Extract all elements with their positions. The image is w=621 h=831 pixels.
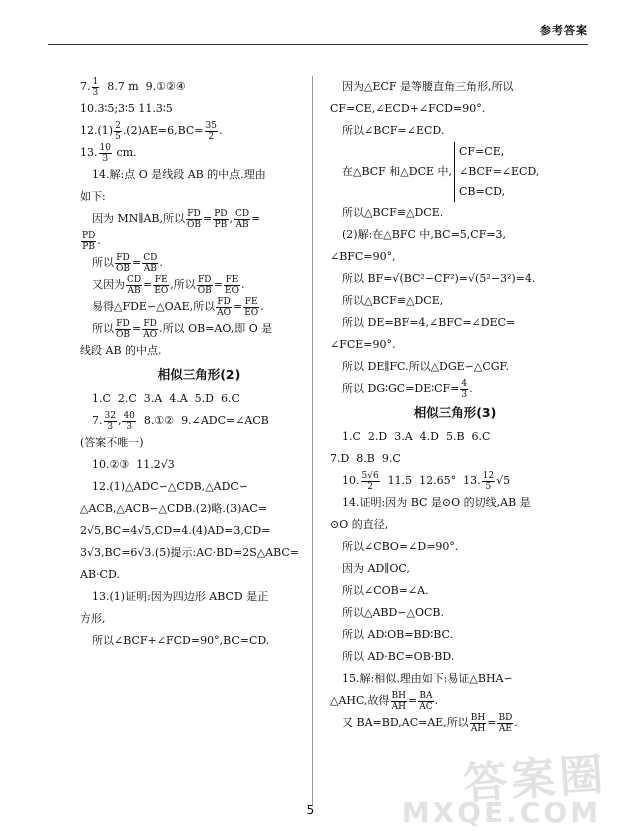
answer-line: 所以 DG∶GC=DE∶CF= $\frac{4}{3}$ . (342, 378, 473, 400)
answer-line: 7. $\frac{32}{3}$ , $\frac{40}{3}$ 8.①② 9.∠ADC=∠ACB (92, 410, 269, 432)
watermark-url: MXQE.COM (401, 796, 601, 829)
answer-line: 所以∠BCF+∠FCD=90°,BC=CD. (92, 634, 270, 647)
answer-line: 所以△BCF≌△DCE, (342, 294, 444, 307)
answer-line: 所以∠CBO=∠D=90°. (342, 540, 459, 553)
answer-line: 所以 DE∥FC.所以△DGE∽△CGF. (342, 360, 509, 373)
answer-line: 14.证明:因为 BC 是⊙O 的切线,AB 是 (342, 496, 531, 509)
answer-line: 如下: (80, 190, 106, 203)
answer-line: 所以∠BCF=∠ECD. (342, 124, 445, 137)
answer-line: $\frac{PD}{PB}$ . (82, 230, 101, 252)
answer-line: 15.解:相似.理由如下:易证△BHA∽ (342, 672, 513, 685)
answer-line: CF=CE,∠ECD+∠FCD=90°. (330, 102, 486, 115)
answer-line: ⊙O 的直径, (330, 518, 389, 531)
answer-line: 方形, (80, 612, 106, 625)
answer-line: 因为 AD∥OC, (342, 562, 410, 575)
answer-line: 易得△FDE∽△OAE,所以 $\frac{FD}{AO}$ = $\frac{FE}{EO}$ . (92, 296, 264, 318)
answer-line: AB·CD. (80, 568, 120, 581)
answer-line: 又因为 $\frac{CD}{AB}$ = $\frac{FE}{EO}$ ,所以 $\frac{FD}{OB}$ = $\frac{FE}{EO}$ . (92, 274, 245, 296)
answer-line: ∠BFC=90°, (330, 250, 396, 263)
answer-line: 所以△ABD∽△OCB. (342, 606, 444, 619)
answer-line: △AHC,故得 $\frac{BH}{AH}$ = $\frac{BA}{AC}$ . (330, 690, 439, 712)
answer-line: 所以∠COB=∠A. (342, 584, 429, 597)
left-column (80, 76, 298, 652)
answer-line: 3√3,BC=6√3.(5)提示:AC·BD=2S△ABC= (80, 546, 300, 559)
column-divider (312, 76, 313, 806)
answer-line: 又 BA=BD,AC=AE,所以 $\frac{BH}{AH}$ = $\frac{BD}{AE}$ . (342, 712, 518, 734)
answer-line: 所以 AD·BC=OB·BD. (342, 650, 455, 663)
answer-line: 13.(1)证明:因为四边形 ABCD 是正 (92, 590, 269, 603)
answer-line: 7. $\frac{1}{3}$ 8.7 m 9.①②④ (80, 76, 186, 98)
answer-line: 所以 $\frac{FD}{OB}$ = $\frac{FD}{AO}$ .所以 OB=AO,即 O 是 (92, 318, 273, 340)
answer-line: △ACB,△ACB∽△CDB.(2)略.(3)AC= (80, 502, 268, 515)
answer-line: 1.C 2.C 3.A 4.A 5.D 6.C (92, 392, 240, 405)
answer-line: 7.D 8.B 9.C (330, 452, 401, 465)
page-number: 5 (306, 803, 315, 817)
header-rule (48, 44, 588, 45)
answer-line: 10.3∶5;3∶5 11.3∶5 (80, 102, 173, 115)
congruence-system: 在△BCF 和△DCE 中, CF=CE, ∠BCF=∠ECD, CB=CD, (330, 142, 570, 202)
answer-line: 所以 AD∶OB=BD∶BC. (342, 628, 454, 641)
right-column (330, 76, 570, 734)
answer-line: 2√5,BC=4√5,CD=4.(4)AD=3,CD= (80, 524, 271, 537)
section-title: 相似三角形(2) (157, 367, 241, 382)
watermark-logo: 答案圈 (461, 749, 609, 810)
header-title: 参考答案 (540, 24, 588, 37)
fraction: $\frac{1}{3}$ (92, 76, 99, 98)
answer-line: 10.②③ 11.2√3 (92, 458, 175, 471)
answer-line: 因为△ECF 是等腰直角三角形,所以 (342, 80, 514, 93)
answer-line: 10. $\frac{5√6}{2}$ 11.5 12.65° 13. $\frac{12}{5}$ √5 (342, 470, 511, 492)
answer-line: 线段 AB 的中点. (80, 344, 162, 357)
answer-line: 12.(1) $\frac{2}{5}$ .(2)AE=6,BC= $\frac{35}{2}$ . (80, 120, 223, 142)
answer-line: 14.解:点 O 是线段 AB 的中点.理由 (92, 168, 266, 181)
answer-line: (答案不唯一) (80, 436, 144, 449)
section-title: 相似三角形(3) (413, 405, 497, 420)
answer-line: 所以 $\frac{FD}{OB}$ = $\frac{CD}{AB}$ . (92, 252, 163, 274)
answer-line: 13. $\frac{10}{3}$ cm. (80, 142, 137, 164)
answer-line: 所以 DE=BF=4,∠BFC=∠DEC= (342, 316, 516, 329)
answer-line: 所以△BCF≌△DCE. (342, 206, 444, 219)
answer-line: 1.C 2.D 3.A 4.D 5.B 6.C (342, 430, 491, 443)
answer-line: 所以 BF=√(BC²−CF²)=√(5²−3²)=4. (342, 272, 536, 285)
brace-group: CF=CE, ∠BCF=∠ECD, CB=CD, (454, 142, 539, 202)
answer-line: ∠FCE=90°. (330, 338, 396, 351)
answer-line: (2)解:在△BFC 中,BC=5,CF=3, (342, 228, 507, 241)
answer-line: 因为 MN∥AB,所以 $\frac{FD}{OB}$ = $\frac{PD}{PB}$ , $\frac{CD}{AB}$ = (92, 208, 261, 230)
answer-line: 12.(1)△ADC∽△CDB,△ADC∽ (92, 480, 249, 493)
